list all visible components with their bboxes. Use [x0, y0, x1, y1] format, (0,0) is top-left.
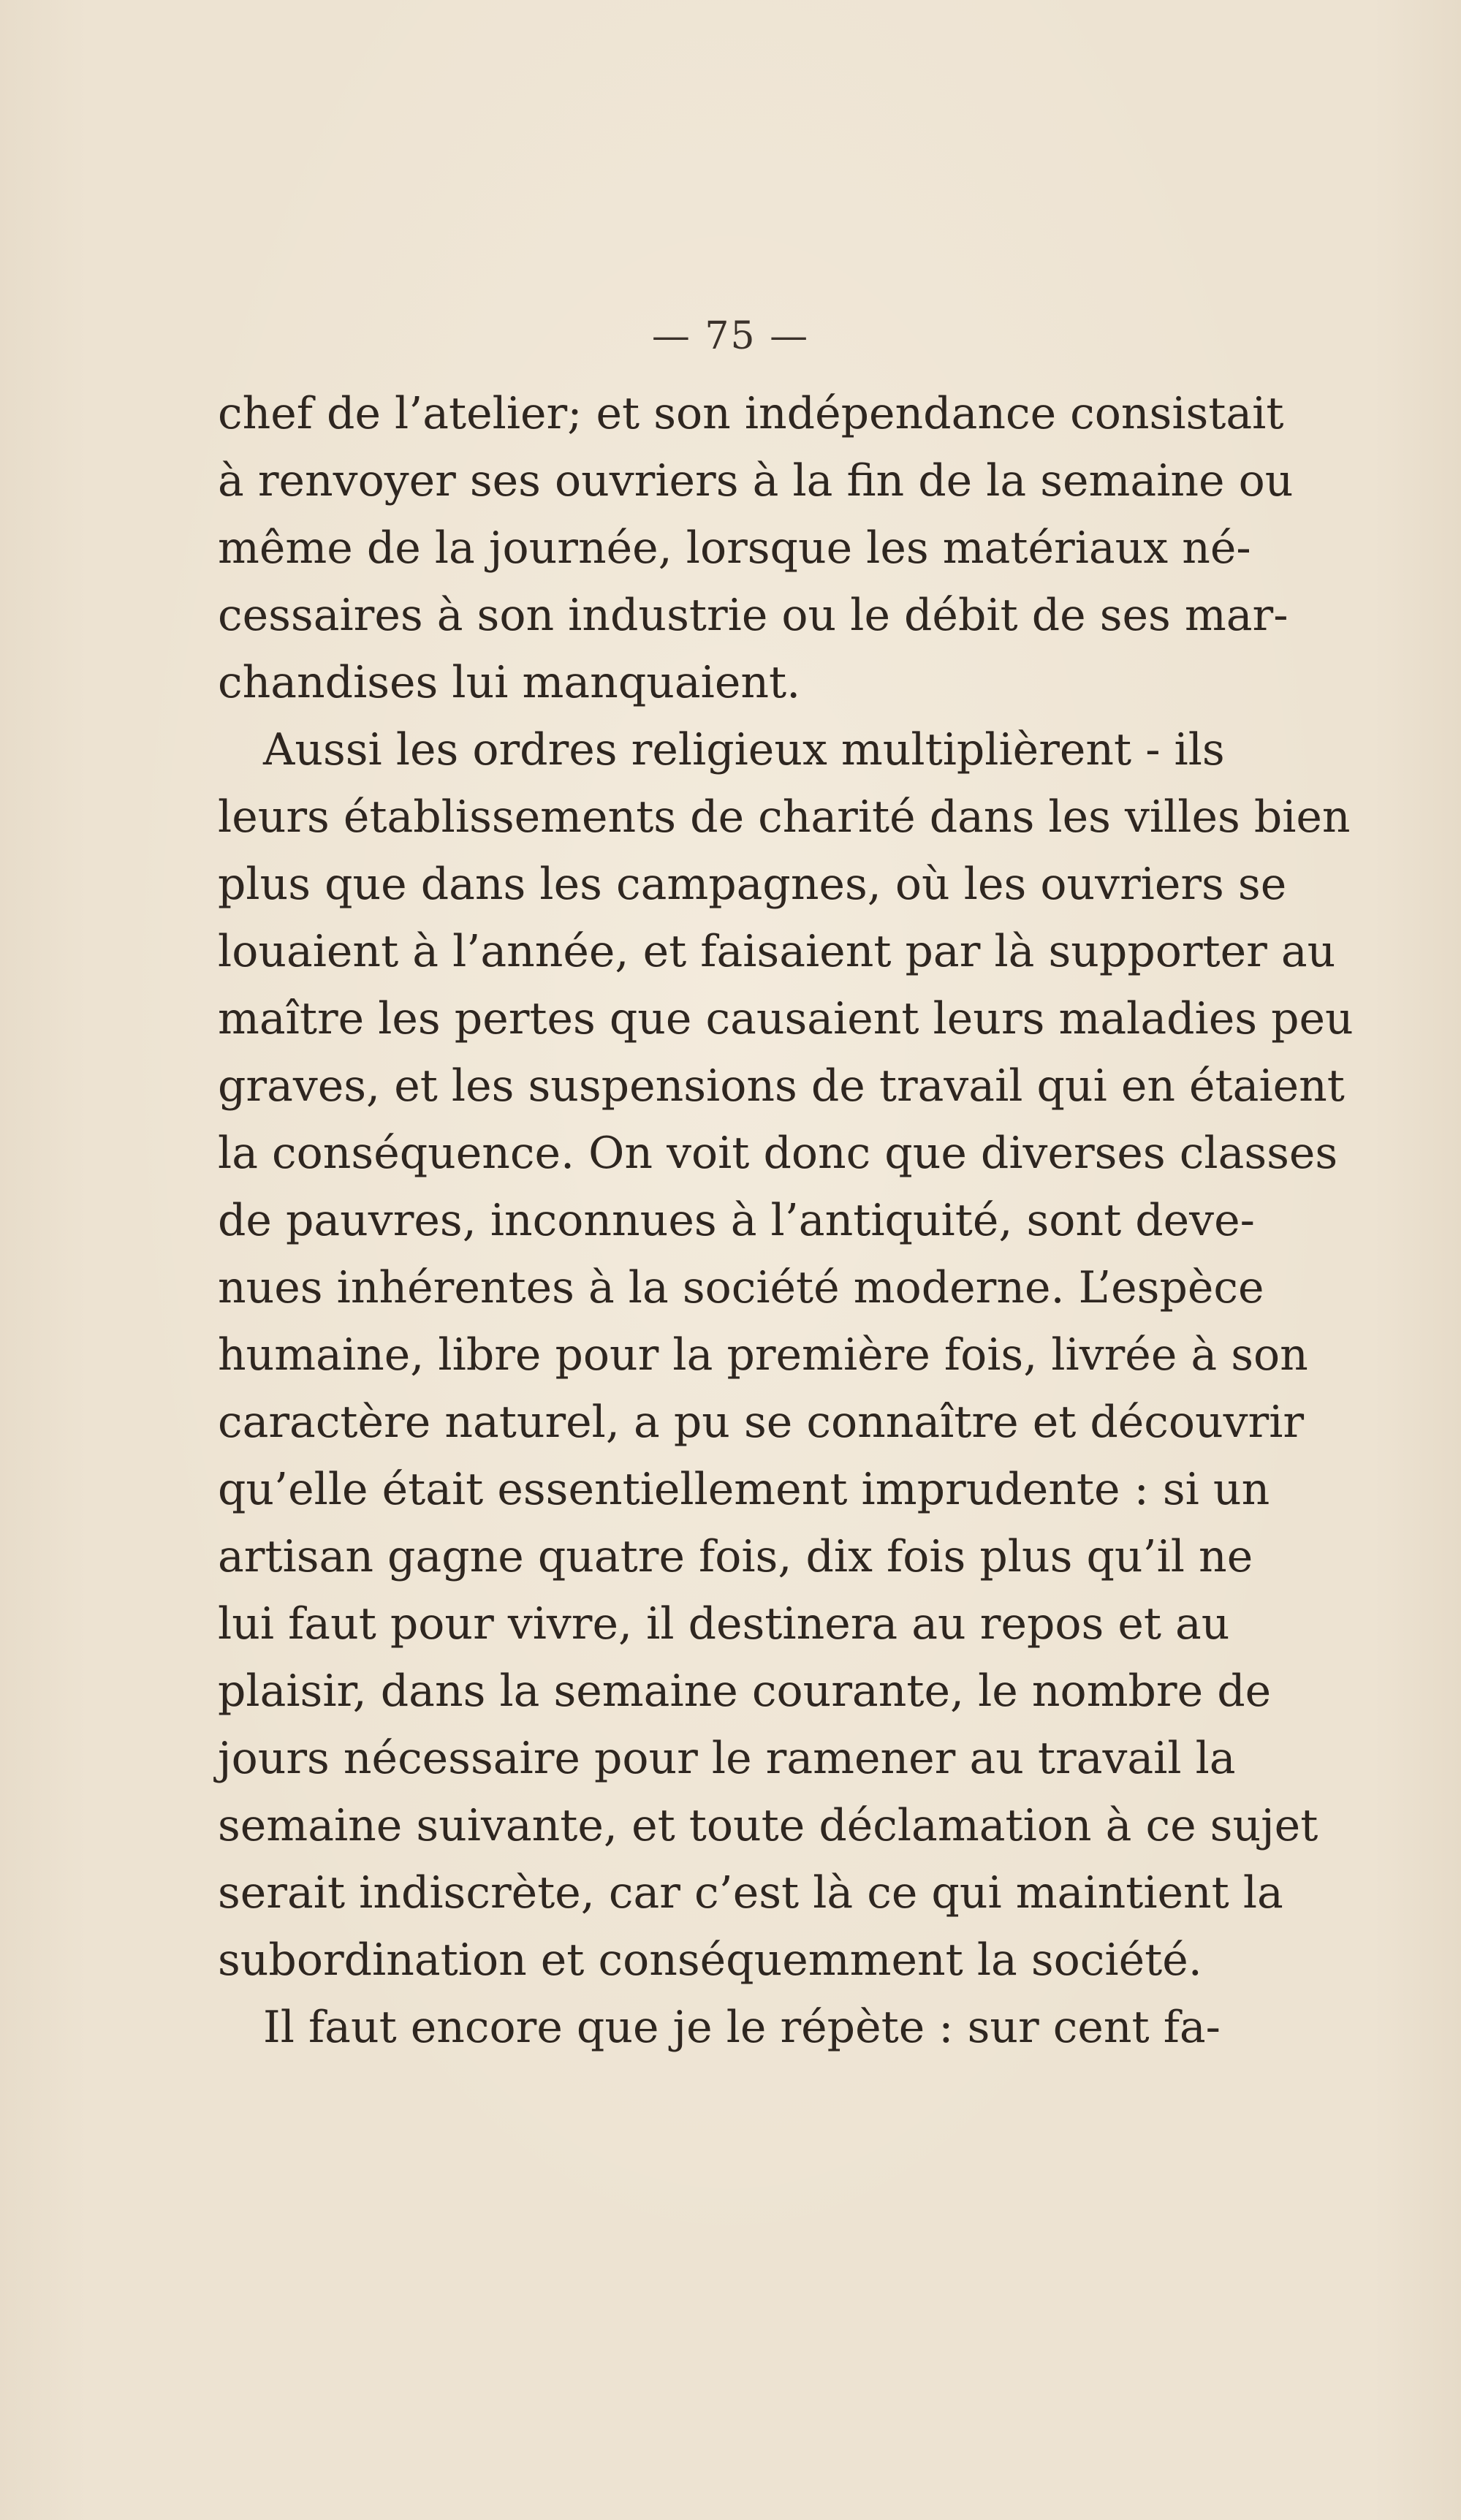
text-line: Aussi les ordres religieux multiplièrent - ils [263, 724, 1225, 775]
text-line: semaine suivante, et toute déclamation à ce sujet [218, 1800, 1318, 1851]
text-line: lui faut pour vivre, il destinera au repos et au [218, 1598, 1230, 1650]
text-line: graves, et les suspensions de travail qui en étaient [218, 1060, 1345, 1112]
text-line: maître les pertes que causaient leurs maladies peu [218, 993, 1354, 1044]
text-line: caractère naturel, a pu se connaître et découvrir [218, 1397, 1305, 1448]
text-line: plus que dans les campagnes, où les ouvriers se [218, 859, 1287, 910]
page-number: — 75 — [651, 314, 810, 358]
text-line: subordination et conséquemment la société. [218, 1935, 1202, 1986]
text-line: cessaires à son industrie ou le débit de ses mar- [218, 590, 1289, 641]
text-line: de pauvres, inconnues à l’antiquité, sont deve- [218, 1195, 1255, 1246]
text-line: plaisir, dans la semaine courante, le nombre de [218, 1666, 1272, 1717]
text-line: qu’elle était essentiellement imprudente : si un [218, 1464, 1270, 1515]
text-line: louaient à l’année, et faisaient par là supporter au [218, 926, 1336, 977]
text-line: jours nécessaire pour le ramener au travail la [218, 1733, 1236, 1784]
text-line: Il faut encore que je le répète : sur cent fa- [263, 2002, 1221, 2053]
text-line: leurs établissements de charité dans les villes bien [218, 792, 1351, 843]
text-line: serait indiscrète, car c’est là ce qui maintient la [218, 1867, 1283, 1919]
text-line: même de la journée, lorsque les matériaux né- [218, 523, 1251, 574]
text-line: nues inhérentes à la société moderne. L’espèce [218, 1262, 1264, 1313]
text-line: chef de l’atelier; et son indépendance consistait [218, 388, 1284, 439]
text-line: chandises lui manquaient. [218, 657, 801, 708]
text-line: à renvoyer ses ouvriers à la fin de la semaine ou [218, 455, 1294, 506]
text-line: la conséquence. On voit donc que diverses classes [218, 1128, 1338, 1179]
text-line: artisan gagne quatre fois, dix fois plus qu’il ne [218, 1531, 1253, 1582]
body-text [218, 380, 1354, 2061]
text-line: humaine, libre pour la première fois, livrée à son [218, 1329, 1308, 1381]
